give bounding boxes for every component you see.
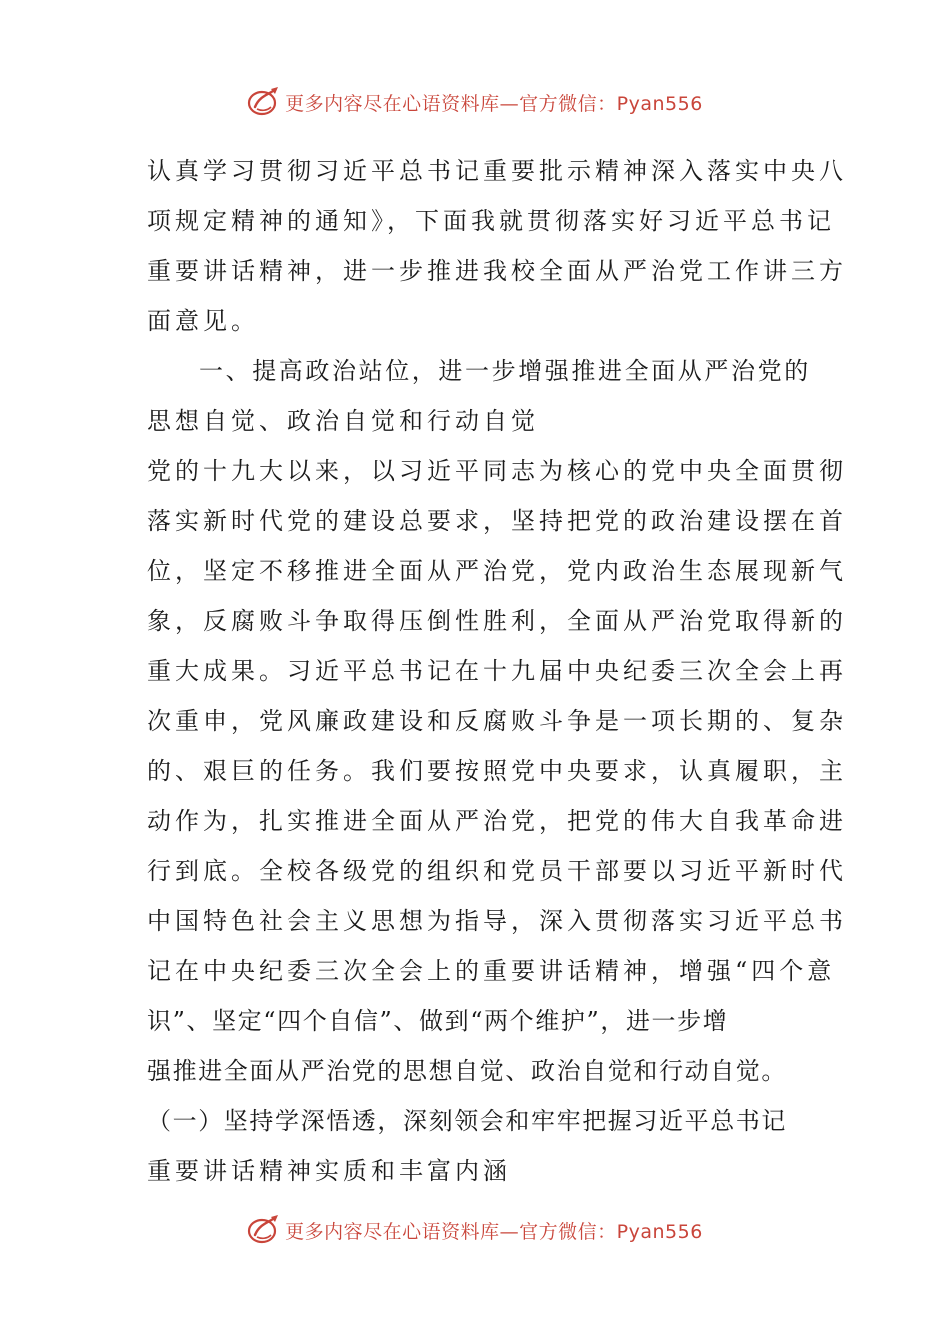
text-line: 象，反腐败斗争取得压倒性胜利，全面从严治党取得新的	[147, 607, 847, 635]
text-line: 记在中央纪委三次全会上的重要讲话精神，增强“四个意	[147, 957, 836, 985]
text-line: 的、艰巨的任务。我们要按照党中央要求，认真履职，主	[147, 757, 847, 785]
subsection-heading-line: 重要讲话精神实质和丰富内涵	[147, 1157, 511, 1185]
pen-swirl-icon	[247, 85, 281, 119]
document-body	[147, 146, 847, 1196]
text-line: 项规定精神的通知》，下面我就贯彻落实好习近平总书记	[147, 207, 835, 235]
text-line: 面意见。	[147, 307, 259, 335]
banner-text: 更多内容尽在心语资料库—官方微信：Pyan556	[285, 1220, 703, 1243]
section-heading-line: 一、提高政治站位，进一步增强推进全面从严治党的	[199, 357, 811, 385]
text-line: 落实新时代党的建设总要求，坚持把党的政治建设摆在首	[147, 507, 847, 535]
text-line: 识”、坚定“四个自信”、做到“两个维护”，进一步增	[147, 1007, 729, 1035]
text-line: 次重申，党风廉政建设和反腐败斗争是一项长期的、复杂	[147, 707, 847, 735]
text-line: 位，坚定不移推进全面从严治党，党内政治生态展现新气	[147, 557, 847, 585]
wechat-id: Pyan556	[616, 1220, 703, 1243]
text-line: 重要讲话精神，进一步推进我校全面从严治党工作讲三方	[147, 257, 847, 285]
text-line: 认真学习贯彻习近平总书记重要批示精神深入落实中央八	[147, 157, 847, 185]
text-line: 行到底。全校各级党的组织和党员干部要以习近平新时代	[147, 857, 847, 885]
section-heading-line: 思想自觉、政治自觉和行动自觉	[147, 407, 539, 435]
text-line: 动作为，扎实推进全面从严治党，把党的伟大自我革命进	[147, 807, 847, 835]
subsection-heading-line: （一）坚持学深悟透，深刻领会和牢牢把握习近平总书记	[147, 1107, 787, 1135]
text-line: 重大成果。习近平总书记在十九届中央纪委三次全会上再	[147, 657, 847, 685]
text-line: 中国特色社会主义思想为指导，深入贯彻落实习近平总书	[147, 907, 847, 935]
wechat-id: Pyan556	[616, 92, 703, 115]
pen-swirl-icon	[247, 1213, 281, 1247]
footer-watermark-banner	[0, 1210, 950, 1250]
text-line: 党的十九大以来，以习近平同志为核心的党中央全面贯彻	[147, 457, 847, 485]
banner-text: 更多内容尽在心语资料库—官方微信：Pyan556	[285, 92, 703, 115]
header-watermark-banner	[0, 82, 950, 122]
text-line: 强推进全面从严治党的思想自觉、政治自觉和行动自觉。	[147, 1057, 787, 1085]
